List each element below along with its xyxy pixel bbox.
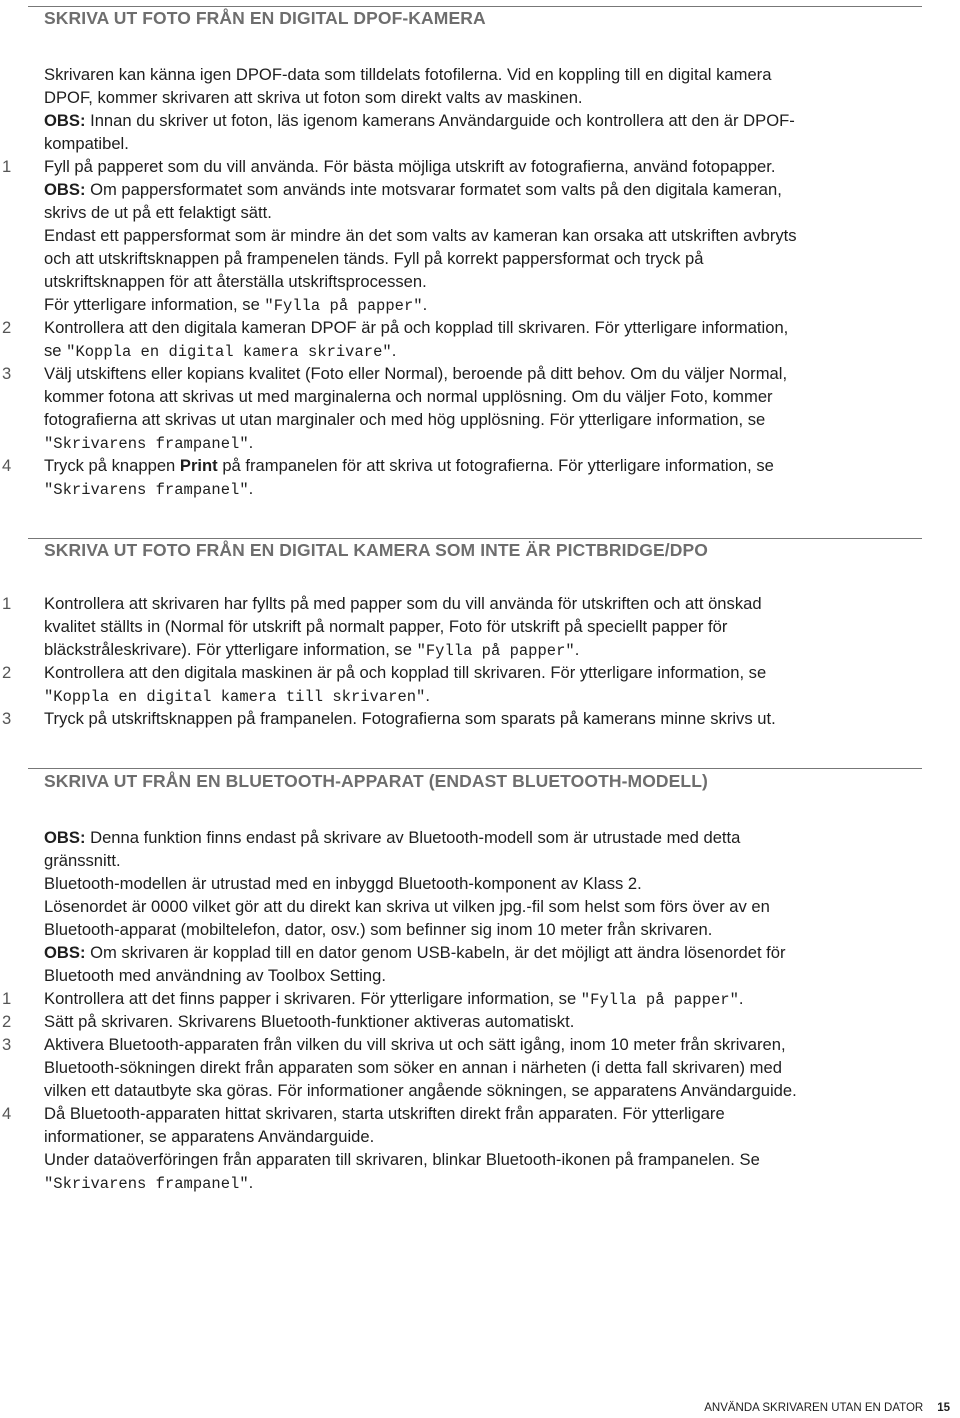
line-text [44,1102,725,1125]
text-line [0,964,960,987]
line-body: Bluetooth med användning av Toolbox Setting. [44,966,386,985]
page-number: 15 [937,1402,950,1414]
step-number: 3 [2,709,12,728]
section-rule [28,6,922,7]
text-line [0,109,960,132]
line-text [44,247,703,270]
line-text [44,684,430,709]
line-body: Innan du skriver ut foton, läs igenom kamerans Användarguide och kontrollera att den är DPOF- [85,111,795,130]
text-line [0,615,960,638]
line-text [44,155,775,178]
line-body: Bluetooth-modellen är utrustad med en inbyggd Bluetooth-komponent av Klass 2. [44,874,642,893]
line-text [44,316,788,339]
line-text [44,1056,782,1079]
line-body: "Koppla en digital kamera till skrivaren". [44,686,430,706]
line-body: gränssnitt. [44,851,121,870]
text-line [0,826,960,849]
line-body: Endast ett pappersformat som är mindre än det som valts av kameran kan orsaka att utskriften avbryts [44,226,797,245]
numbered-step-line [0,592,960,615]
line-body: kommer fotona att skrivas ut med marginalerna och normal upplösning. Om du väljer Foto, kommer [44,387,773,406]
line-text [44,293,427,318]
text-line [0,684,960,707]
line-body: Under dataöverföringen från apparaten till skrivaren, blinkar Bluetooth-ikonen på frampanelen. Se [44,1150,760,1169]
line-text [44,918,712,941]
step-number: 3 [2,364,12,383]
numbered-step-line [0,316,960,339]
line-text [44,86,583,109]
line-text [44,826,740,849]
line-body: Bluetooth-sökningen direkt från apparaten som söker en annan i närheten (i detta fall skrivaren) med [44,1058,782,1077]
line-text [44,362,787,385]
line-body: skrivs de ut på ett felaktigt sätt. [44,203,272,222]
line-text [44,178,782,201]
section-heading: SKRIVA UT FRÅN EN BLUETOOTH-APPARAT (ENDAST BLUETOOTH-MODELL) [44,771,708,791]
step-number: 1 [2,594,12,613]
text-line [0,178,960,201]
line-body: "Skrivarens frampanel". [44,433,254,453]
numbered-step-line [0,454,960,477]
step-number: 3 [2,1035,12,1054]
line-text [44,1010,574,1033]
line-text [44,964,386,987]
text-line [0,477,960,500]
text-line [0,1125,960,1148]
line-text [44,1171,253,1196]
line-text [44,431,253,456]
text-line [0,385,960,408]
text-line [0,247,960,270]
text-line [0,201,960,224]
line-body: se "Koppla en digital kamera skrivare". [44,341,397,361]
text-line [0,408,960,431]
text-line [0,224,960,247]
line-body: Skrivaren kan känna igen DPOF-data som tilldelats fotofilerna. Vid en koppling till en digital kamera [44,65,772,84]
line-body: Välj utskiftens eller kopians kvalitet (Foto eller Normal), beroende på ditt behov. Om du väljer Normal, [44,364,788,383]
text-line [0,132,960,155]
line-body: kompatibel. [44,134,129,153]
line-text [44,454,774,477]
text-line [0,339,960,362]
line-body: bläckstråleskrivare). För ytterligare information, se "Fylla på papper". [44,640,580,660]
numbered-step-line [0,661,960,684]
numbered-step-line [0,362,960,385]
step-number: 1 [2,989,12,1008]
note-label: OBS: [44,943,86,962]
line-text [44,1125,374,1148]
text-line [0,872,960,895]
line-text [44,63,771,86]
line-text [44,1148,760,1171]
line-text [44,638,579,663]
text-line [0,293,960,316]
line-text [44,941,786,964]
line-text [44,132,129,155]
step-number: 4 [2,456,12,475]
line-tail: på frampanelen för att skriva ut fotografierna. För ytterligare information, se [217,456,774,475]
line-body: och att utskriftsknappen på frampenelen tänds. Fyll på korrekt pappersformat och tryck på [44,249,704,268]
line-body: För ytterligare information, se "Fylla på papper". [44,295,428,315]
line-body: DPOF, kommer skrivaren att skriva ut foton som direkt valts av maskinen. [44,88,583,107]
line-text [44,339,396,364]
line-text [44,224,797,247]
line-text [44,707,776,730]
button-name: Print [179,456,218,475]
line-body: Aktivera Bluetooth-apparaten från vilken du vill skriva ut och sätt igång, inom 10 meter från skrivaren, [44,1035,786,1054]
section-body [0,63,960,500]
line-body: Bluetooth-apparat (mobiltelefon, dator, osv.) som befinner sig inom 10 meter från skrivaren. [44,920,713,939]
section-heading: SKRIVA UT FOTO FRÅN EN DIGITAL DPOF-KAMERA [44,8,486,28]
line-text [44,849,121,872]
text-line [0,918,960,941]
section-rule [28,538,922,539]
numbered-step-line [0,707,960,730]
note-label: OBS: [44,180,86,199]
line-text [44,1079,797,1102]
step-number: 2 [2,318,12,337]
page-footer [704,1402,950,1414]
section-body [0,826,960,1194]
line-text [44,615,727,638]
text-line [0,270,960,293]
text-line [0,849,960,872]
text-line [0,1056,960,1079]
numbered-step-line [0,1010,960,1033]
line-body: Sätt på skrivaren. Skrivarens Bluetooth-funktioner aktiveras automatiskt. [44,1012,575,1031]
line-body: Fyll på papperet som du vill använda. För bästa möjliga utskrift av fotografierna, använd fotopapper. [44,157,776,176]
line-text [44,270,427,293]
note-label: OBS: [44,111,86,130]
numbered-step-line [0,1033,960,1056]
note-label: OBS: [44,828,86,847]
line-body: Om pappersformatet som används inte motsvarar formatet som valts på den digitala kameran, [85,180,782,199]
numbered-step-line [0,987,960,1010]
section-heading: SKRIVA UT FOTO FRÅN EN DIGITAL KAMERA SOM INTE ÄR PICTBRIDGE/DPO [44,540,708,560]
text-line [0,1079,960,1102]
line-body: Lösenordet är 0000 vilket gör att du direkt kan skriva ut vilken jpg.-fil som helst som förs över av en [44,897,770,916]
line-body: informationer, se apparatens Användarguide. [44,1127,375,1146]
line-text [44,385,773,408]
step-number: 2 [2,663,12,682]
line-body: Kontrollera att den digitala maskinen är på och kopplad till skrivaren. För ytterligare information, se [44,663,767,682]
line-body: Kontrollera att den digitala kameran DPOF är på och kopplad till skrivaren. För ytterligare information, [44,318,789,337]
text-line [0,431,960,454]
line-text [44,201,272,224]
step-number: 2 [2,1012,12,1031]
line-body: Tryck på utskriftsknappen på frampanelen. Fotografierna som sparats på kamerans minne skrivs ut. [44,709,776,728]
line-body: Om skrivaren är kopplad till en dator genom USB-kabeln, är det möjligt att ändra lösenordet för [85,943,786,962]
line-text [44,872,642,895]
line-body: Kontrollera att det finns papper i skrivaren. För ytterligare information, se "Fylla på papper". [44,989,744,1009]
step-number: 4 [2,1104,12,1123]
line-body: Kontrollera att skrivaren har fyllts på med papper som du vill använda för utskriften och att önskad [44,594,762,613]
numbered-step-line [0,155,960,178]
text-line [0,1171,960,1194]
line-text [44,592,762,615]
footer-running-title: ANVÄNDA SKRIVAREN UTAN EN DATOR [704,1402,924,1414]
line-body: Då Bluetooth-apparaten hittat skrivaren, starta utskriften direkt från apparaten. För ytterligare [44,1104,725,1123]
line-body: Denna funktion finns endast på skrivare av Bluetooth-modell som är utrustade med detta [85,828,741,847]
text-line [0,895,960,918]
line-text [44,477,253,502]
line-body: "Skrivarens frampanel". [44,1173,254,1193]
numbered-step-line [0,1102,960,1125]
line-text [44,895,770,918]
text-line [0,638,960,661]
text-line [0,1148,960,1171]
text-line [0,86,960,109]
line-text [44,661,766,684]
line-text [44,109,795,132]
line-body: kvalitet ställts in (Normal för utskrift på normalt papper, Foto för utskrift på speciellt papper för [44,617,728,636]
section-body [0,592,960,730]
line-body: Tryck på knappen [44,456,180,475]
section-rule [28,768,922,769]
line-text [44,987,744,1012]
line-body: "Skrivarens frampanel". [44,479,254,499]
line-body: vilken ett datautbyte ska göras. För informationer angående sökningen, se apparatens Användarguide. [44,1081,797,1100]
text-line [0,63,960,86]
line-body: utskriftsknappen för att återställa utskriftsprocessen. [44,272,427,291]
line-text [44,1033,786,1056]
step-number: 1 [2,157,12,176]
line-text [44,408,765,431]
text-line [0,941,960,964]
line-body: fotografierna att skrivas ut utan marginaler och med hög upplösning. För ytterligare information, se [44,410,766,429]
